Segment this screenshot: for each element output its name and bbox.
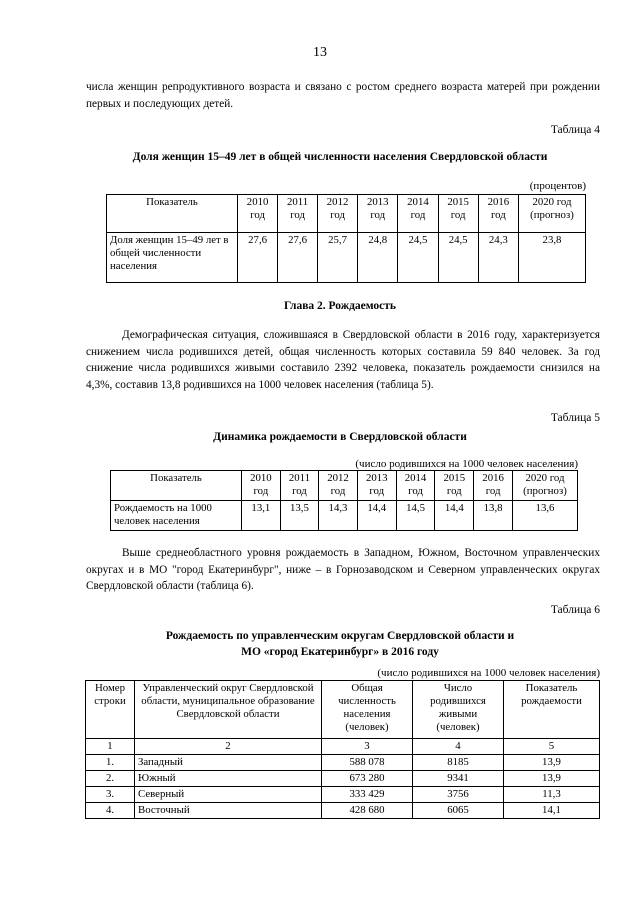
table4-unit: (процентов) <box>529 180 586 192</box>
table4-value: 24,5 <box>438 233 478 283</box>
table6-header-rate: Показатель рождаемости <box>504 681 600 739</box>
paragraph-after-table5: Выше среднеобластного уровня рождаемость в Западном, Южном, Восточном управленческих округах и в МО "город Екатеринбург", ниже – в Горнозаводском и Северном управленческих округах Свердловской области (таблица 6). <box>86 547 600 592</box>
table5 <box>110 470 578 531</box>
table4-value: 27,6 <box>278 233 318 283</box>
table6-header-population: Общая численность населения (человек) <box>322 681 413 739</box>
table4-year: 2013 год <box>358 195 398 233</box>
table4-year: 2012 год <box>317 195 357 233</box>
table5-value: 14,5 <box>396 501 435 531</box>
table6-row-births: 6065 <box>413 803 504 819</box>
table6-row-rate: 13,9 <box>504 771 600 787</box>
table4-value: 23,8 <box>519 233 586 283</box>
table5-year: 2013 год <box>357 471 396 501</box>
table6-title-line1: Рождаемость по управленческим округам Свердловской области и <box>165 630 515 642</box>
table6-row-births: 8185 <box>413 755 504 771</box>
table5-year: 2016 год <box>474 471 513 501</box>
table5-year: 2015 год <box>435 471 474 501</box>
table4-value: 27,6 <box>238 233 278 283</box>
table4-year: 2020 год (прогноз) <box>519 195 586 233</box>
table4-year: 2010 год <box>238 195 278 233</box>
table6-row-number: 1. <box>86 755 135 771</box>
table-row <box>86 803 600 819</box>
table6-row-rate: 14,1 <box>504 803 600 819</box>
table6-header-births: Число родившихся живыми (человек) <box>413 681 504 739</box>
table6-colnum: 3 <box>322 739 413 755</box>
table4-title: Доля женщин 15–49 лет в общей численности населения Свердловской области <box>132 151 548 163</box>
table5-title: Динамика рождаемости в Свердловской области <box>213 431 467 443</box>
table5-value: 13,1 <box>242 501 281 531</box>
table5-value: 14,3 <box>319 501 358 531</box>
table5-row-label: Рождаемость на 1000 человек населения <box>111 501 242 531</box>
table4-value: 24,8 <box>358 233 398 283</box>
table5-value: 14,4 <box>435 501 474 531</box>
table6-colnum: 5 <box>504 739 600 755</box>
table5-year: 2020 год (прогноз) <box>513 471 578 501</box>
table6-row-population: 673 280 <box>322 771 413 787</box>
table6-row-births: 9341 <box>413 771 504 787</box>
table6-row-number: 2. <box>86 771 135 787</box>
table6-row-population: 588 078 <box>322 755 413 771</box>
table5-value: 13,6 <box>513 501 578 531</box>
table6-header-district: Управленческий округ Свердловской области, муниципальное образование Свердловской области <box>135 681 322 739</box>
table4-year: 2015 год <box>438 195 478 233</box>
table6-colnum: 2 <box>135 739 322 755</box>
table-row <box>86 787 600 803</box>
table4-row-label: Доля женщин 15–49 лет в общей численности населения <box>107 233 238 283</box>
table6-colnum: 1 <box>86 739 135 755</box>
chapter2-paragraph: Демографическая ситуация, сложившаяся в Свердловской области в 2016 году, характеризуется снижением числа родившихся детей, общая численность которых составила 59 840 человек. За год снижение числа родившихся живыми составило 2392 человека, показатель рождаемости снизился на 4,3%, составив 13,8 родившихся на 1000 человек населения (таблица 5). <box>86 329 600 391</box>
table4-year: 2014 год <box>398 195 438 233</box>
table6-row-district: Западный <box>135 755 322 771</box>
table5-unit: (число родившихся на 1000 человек населения) <box>355 458 578 470</box>
table5-value: 13,8 <box>474 501 513 531</box>
table5-value: 14,4 <box>357 501 396 531</box>
table6-row-district: Северный <box>135 787 322 803</box>
table5-value: 13,5 <box>280 501 318 531</box>
table4-year: 2011 год <box>278 195 318 233</box>
table6-row-rate: 11,3 <box>504 787 600 803</box>
table6-label: Таблица 6 <box>550 604 600 616</box>
table6-row-rate: 13,9 <box>504 755 600 771</box>
table-row <box>86 755 600 771</box>
table4-year: 2016 год <box>478 195 518 233</box>
table4-header-indicator: Показатель <box>107 195 238 233</box>
table6 <box>85 680 600 819</box>
table-row <box>86 771 600 787</box>
table5-year: 2012 год <box>319 471 358 501</box>
page-number: 13 <box>313 45 327 60</box>
table5-label: Таблица 5 <box>550 412 600 424</box>
intro-paragraph: числа женщин репродуктивного возраста и связано с ростом среднего возраста матерей при рождении первых и последующих детей. <box>86 81 600 110</box>
table4-value: 24,3 <box>478 233 518 283</box>
table4 <box>106 194 586 283</box>
table6-row-district: Южный <box>135 771 322 787</box>
table5-year: 2011 год <box>280 471 318 501</box>
table4-label: Таблица 4 <box>550 124 600 136</box>
table5-year: 2014 год <box>396 471 435 501</box>
table6-colnum: 4 <box>413 739 504 755</box>
table6-row-births: 3756 <box>413 787 504 803</box>
chapter2-heading: Глава 2. Рождаемость <box>283 300 397 312</box>
table4-value: 25,7 <box>317 233 357 283</box>
table6-row-number: 4. <box>86 803 135 819</box>
table6-row-population: 428 680 <box>322 803 413 819</box>
table6-row-population: 333 429 <box>322 787 413 803</box>
table6-title-line2: МО «город Екатеринбург» в 2016 году <box>241 646 439 658</box>
table5-header-indicator: Показатель <box>111 471 242 501</box>
table6-unit: (число родившихся на 1000 человек населения) <box>377 667 600 679</box>
table6-header-number: Номер строки <box>86 681 135 739</box>
table4-value: 24,5 <box>398 233 438 283</box>
table6-row-number: 3. <box>86 787 135 803</box>
table6-row-district: Восточный <box>135 803 322 819</box>
table5-year: 2010 год <box>242 471 281 501</box>
